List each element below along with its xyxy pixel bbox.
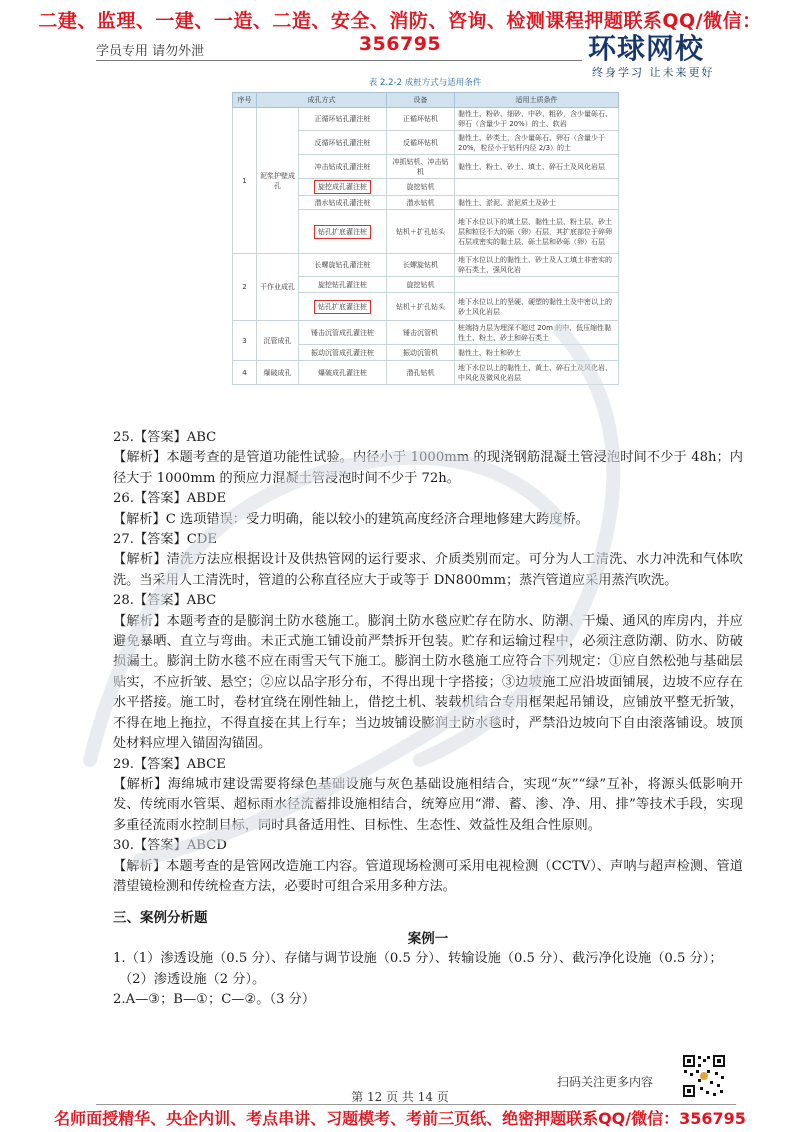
pile-type-cell <box>299 293 387 321</box>
pile-type-label: 潜水钻成孔灌注桩 <box>314 198 371 207</box>
soil-cell <box>455 277 619 293</box>
soil-cell: 地下水位以上的黏性土、砂土及人工填土非密实的碎石类土、强风化岩 <box>455 254 619 277</box>
pile-type-cell <box>299 277 387 293</box>
pile-type-cell <box>299 196 387 210</box>
explanation-26: 【解析】C 选项错误：受力明确，能以较小的建筑高度经济合理地修建大跨度桥。 <box>113 511 589 527</box>
pile-type-cell <box>299 179 387 196</box>
pile-type-cell <box>299 321 387 345</box>
device-cell: 正循环钻机 <box>387 108 455 131</box>
header-soil: 适用土质条件 <box>455 93 619 108</box>
answer-26: 26.【答案】ABDE <box>113 491 227 507</box>
pile-type-cell <box>299 210 387 254</box>
pile-type-cell <box>299 131 387 155</box>
pile-type-label: 锤击沉管成孔灌注桩 <box>311 328 374 337</box>
table-row <box>233 321 619 345</box>
answer-explanations <box>113 428 743 1010</box>
method-group: 爆破成孔 <box>257 361 299 385</box>
pile-type-label: 钻孔扩底灌注桩 <box>314 300 371 314</box>
soil-cell: 地下水位以下的填土层、黏性土层、粉土层、砂土层和粒径不大的砾（卵）石层，其扩底部位于碎卵石层或密实的黏土层、砾土层和砂砾（卵）石层 <box>455 210 619 254</box>
soil-cell: 黏性土、淤泥、淤泥质土及砂土 <box>455 196 619 210</box>
table-row <box>233 254 619 277</box>
device-cell: 潜孔钻机 <box>387 361 455 385</box>
header-no: 序号 <box>233 93 257 108</box>
row-number: 3 <box>233 321 257 361</box>
pile-type-cell <box>299 361 387 385</box>
answer-27: 27.【答案】CDE <box>113 532 218 548</box>
pile-type-cell <box>299 345 387 361</box>
table-caption: 表 2.2-2 成桩方式与适用条件 <box>368 78 482 88</box>
pile-type-cell <box>299 254 387 277</box>
method-group: 干作业成孔 <box>257 254 299 321</box>
pile-type-label: 反循环钻孔灌注桩 <box>314 138 371 147</box>
row-number: 2 <box>233 254 257 321</box>
explanation-25: 【解析】本题考查的是管道功能性试验。内径小于 1000mm 的现浇钢筋混凝土管浸泡时间不少于 48h；内径大于 1000mm 的预应力混凝土管浸泡时间不少于 72h。 <box>113 450 743 486</box>
device-cell: 锤击沉管机 <box>387 321 455 345</box>
soil-cell: 黏性土、粉砂、细砂、中砂、粗砂，含少量砾石、卵石（含量少于 20%）的土、软岩 <box>455 108 619 131</box>
device-cell: 旋挖钻机 <box>387 277 455 293</box>
header-method: 成孔方式 <box>257 93 387 108</box>
page-number: 第 12 页 共 14 页 <box>351 1090 449 1104</box>
table-header-row <box>233 93 619 108</box>
footer-divider <box>96 1104 736 1105</box>
bottom-promo-banner: 名师面授精华、央企内训、考点串讲、习题模考、考前三页纸、绝密押题联系QQ/微信：356795 <box>54 1109 746 1128</box>
logo-title: 环球网校 <box>588 32 705 65</box>
case-answer-1b: （2）渗透设施（2 分）。 <box>119 971 266 987</box>
header-device: 设备 <box>387 93 455 108</box>
pile-type-cell <box>299 155 387 179</box>
device-cell: 反循环钻机 <box>387 131 455 155</box>
pile-type-label: 正循环钻孔灌注桩 <box>314 115 371 123</box>
answer-28: 28.【答案】ABC <box>113 593 217 609</box>
pile-type-label: 振动沉管成孔灌注桩 <box>311 348 374 357</box>
method-group: 泥浆护壁成孔 <box>257 108 299 254</box>
table-row <box>233 361 619 385</box>
row-number: 4 <box>233 361 257 385</box>
answer-30: 30.【答案】ABCD <box>113 838 227 854</box>
header-divider <box>96 60 582 61</box>
case-answer-2: 2.A—③；B—①；C—②。（3 分） <box>113 991 316 1007</box>
soil-cell <box>455 179 619 196</box>
method-group: 沉管成孔 <box>257 321 299 361</box>
brand-logo <box>588 34 748 80</box>
case-title: 案例一 <box>407 930 449 947</box>
table-row <box>233 108 619 131</box>
soil-cell: 地下水位以上的黏性土、黄土、碎石土及风化岩、中风化及微风化岩层 <box>455 361 619 385</box>
row-number: 1 <box>233 108 257 254</box>
pile-type-label: 爆破成孔灌注桩 <box>318 368 367 377</box>
device-cell: 旋挖钻机 <box>387 179 455 196</box>
device-cell: 长螺旋钻机 <box>387 254 455 277</box>
case-answer-1: 1.（1）渗透设施（0.5 分）、存储与调节设施（0.5 分）、转输设施（0.5 分）、截污净化设施（0.5 分）； <box>113 951 723 967</box>
device-cell: 钻机＋扩孔钻头 <box>387 293 455 321</box>
explanation-27: 【解析】清洗方法应根据设计及供热管网的运行要求、介质类别而定。可分为人工清洗、水力冲洗和气体吹洗。当采用人工清洗时，管道的公称直径应大于或等于 DN800mm；蒸汽管道应采用蒸汽吹洗。 <box>113 552 743 588</box>
soil-cell: 黏性土、粉土、砂土、填土、碎石土及风化岩层 <box>455 155 619 179</box>
answer-29: 29.【答案】ABCE <box>113 756 226 772</box>
soil-cell: 黏性土、粉土和砂土 <box>455 345 619 361</box>
explanation-28: 【解析】本题考查的是膨润土防水毯施工。膨润土防水毯应贮存在防水、防潮、干燥、通风的库房内，并应避免暴晒、直立与弯曲。未正式施工铺设前严禁拆开包装。贮存和运输过程中，必须注意防潮、防水、防破损漏土。膨润土防水毯不应在雨雪天气下施工。膨润土防水毯施工应符合下列规定：①应自然松弛与基础层贴实，不应折皱、悬空；②应以品字形分布，不得出现十字搭接；③边坡施工应沿坡面铺展，边坡不应存在水平搭接。施工时，卷材宜绕在刚性轴上，借挖土机、装载机结合专用框架起吊铺设，应铺放平整无折皱，不得在地上拖拉，不得直接在其上行车；当边坡铺设膨润土防水毯时，严禁沿边坡向下自由滚落铺设。坡顶处材料应埋入锚固沟锚固。 <box>113 613 743 752</box>
device-cell: 潜水钻机 <box>387 196 455 210</box>
pile-type-label: 旋挖成孔灌注桩 <box>314 180 371 194</box>
pile-type-cell <box>299 108 387 131</box>
confidential-notice: 学员专用 请勿外泄 <box>96 44 205 59</box>
section-title: 三、案例分析题 <box>113 910 208 927</box>
pile-type-label: 旋挖钻孔灌注桩 <box>318 280 367 289</box>
pile-method-table <box>232 92 619 385</box>
explanation-29: 【解析】海绵城市建设需要将绿色基础设施与灰色基础设施相结合，实现“灰”“绿”互补，将源头低影响开发、传统雨水管渠、超标雨水径流蓄排设施相结合，统筹应用“滞、蓄、渗、净、用、排”等技术手段，实现多重径流雨水控制目标，同时具备适用性、目标性、生态性、效益性及组合性原则。 <box>113 776 743 833</box>
answer-25: 25.【答案】ABC <box>113 430 217 445</box>
soil-cell: 黏性土、砂类土，含少量砾石、卵石（含量少于 20%，粒径小于钻杆内径 2/3）的土 <box>455 131 619 155</box>
soil-cell: 桩端持力层为埋深不超过 20m 的中、低压缩性黏性土、粉土、砂土和碎石类土 <box>455 321 619 345</box>
device-cell: 冲抓钻机、冲击钻机 <box>387 155 455 179</box>
top-promo-banner: 二建、监理、一建、一造、二造、安全、消防、咨询、检测课程押题联系QQ/微信：356795 <box>38 10 762 55</box>
device-cell: 钻机＋扩孔钻头 <box>387 210 455 254</box>
explanation-30: 【解析】本题考查的是管网改造施工内容。管道现场检测可采用电视检测（CCTV）、声呐与超声检测、管道潜望镜检测和传统检查方法，必要时可组合采用多种方法。 <box>113 858 743 894</box>
pile-type-label: 长螺旋钻孔灌注桩 <box>314 261 371 269</box>
logo-slogan: 终身学习 让未来更好 <box>592 66 715 79</box>
pile-type-label: 钻孔扩底灌注桩 <box>314 225 371 239</box>
soil-cell: 地下水位以上的坚硬、硬塑的黏性土及中密以上的砂土风化岩层 <box>455 293 619 321</box>
pile-type-label: 冲击钻成孔灌注桩 <box>314 162 371 171</box>
qr-follow-text: 扫码关注更多内容 <box>557 1075 654 1089</box>
device-cell: 振动沉管机 <box>387 345 455 361</box>
